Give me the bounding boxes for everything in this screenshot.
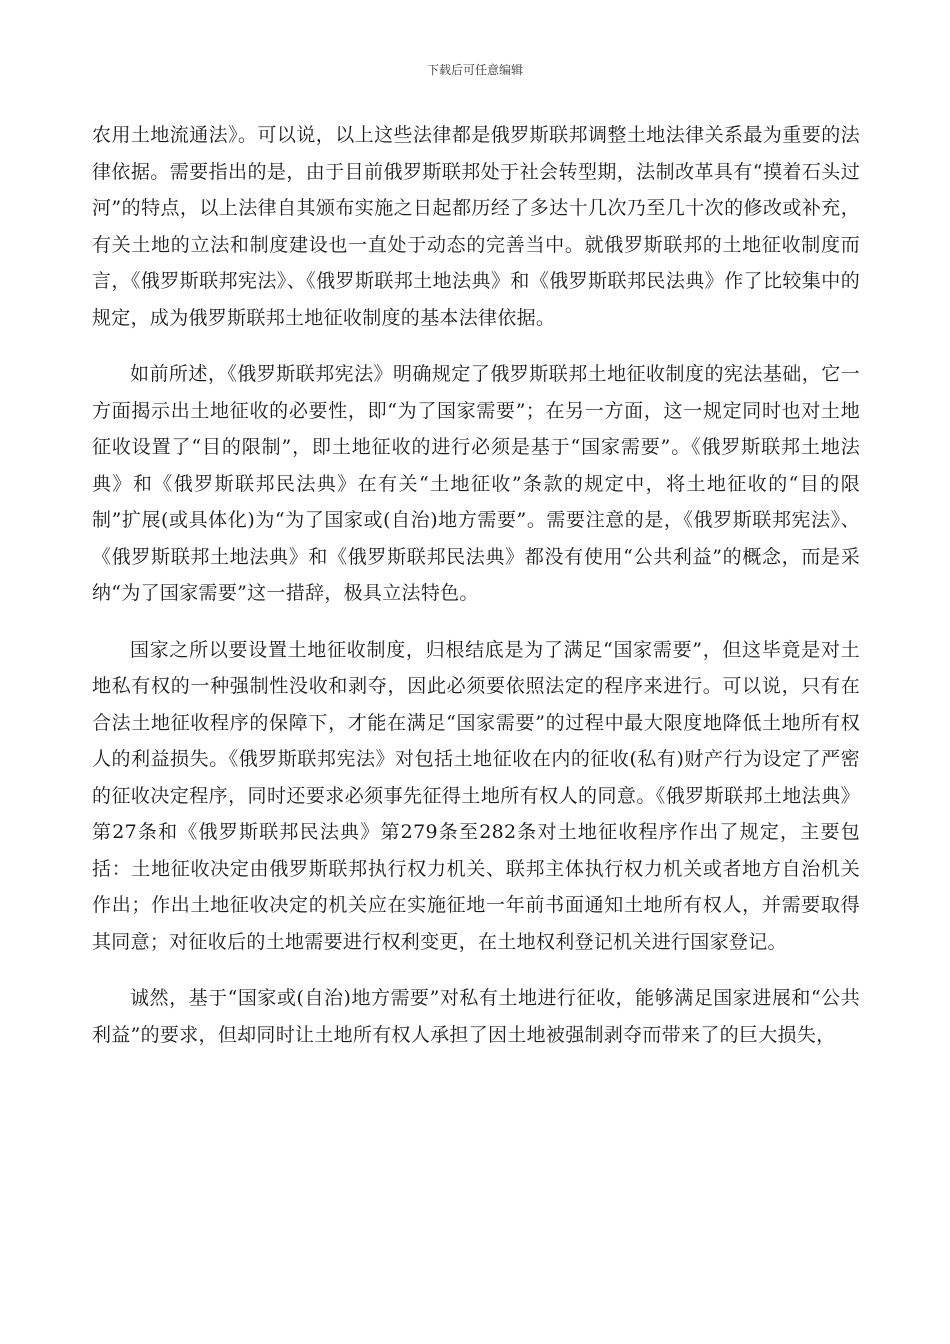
page-header: 下载后可任意编辑 xyxy=(426,63,523,77)
paragraph-4: 诚然，基于“国家或(自治)地方需要”对私有土地进行征收，能够满足国家进展和“公共利益”的要求，但却同时让土地所有权人承担了因土地被强制剥夺而带来了的巨大损失， xyxy=(92,987,860,1046)
paragraph-2: 如前所述，《俄罗斯联邦宪法》明确规定了俄罗斯联邦土地征收制度的宪法基础，它一方面揭示出土地征收的必要性，即“为了国家需要”；在另一方面，这一规定同时也对土地征收设置了“目的限制”，即土地征收的进行必须是基于“国家需要”。《俄罗斯联邦土地法典》和《俄罗斯联邦民法典》在有关“土地征收”条款的规定中，将土地征收的“目的限制”扩展(或具体化)为“为了国家或(自治)地方需要”。需要注意的是，《俄罗斯联邦宪法》、《俄罗斯联邦土地法典》和《俄罗斯联邦民法典》都没有使用“公共利益”的概念，而是采纳“为了国家需要”这一措辞，极具立法特色。 xyxy=(92,363,860,604)
document-body xyxy=(92,117,860,1073)
paragraph-1: 农用土地流通法》。可以说，以上这些法律都是俄罗斯联邦调整土地法律关系最为重要的法律依据。需要指出的是，由于目前俄罗斯联邦处于社会转型期，法制改革具有“摸着石头过河”的特点，以上法律自其颁布实施之日起都历经了多达十几次乃至几十次的修改或补充，有关土地的立法和制度建设也一直处于动态的完善当中。就俄罗斯联邦的土地征收制度而言，《俄罗斯联邦宪法》、《俄罗斯联邦土地法典》和《俄罗斯联邦民法典》作了比较集中的规定，成为俄罗斯联邦土地征收制度的基本法律依据。 xyxy=(92,124,860,329)
paragraph-3: 国家之所以要设置土地征收制度，归根结底是为了满足“国家需要”，但这毕竟是对土地私有权的一种强制性没收和剥夺，因此必须要依照法定的程序来进行。可以说，只有在合法土地征收程序的保障下，才能在满足“国家需要”的过程中最大限度地降低土地所有权人的利益损失。《俄罗斯联邦宪法》对包括土地征收在内的征收(私有)财产行为设定了严密的征收决定程序，同时还要求必须事先征得土地所有权人的同意。《俄罗斯联邦土地法典》第27条和《俄罗斯联邦民法典》第279条至282条对土地征收程序作出了规定，主要包括：土地征收决定由俄罗斯联邦执行权力机关、联邦主体执行权力机关或者地方自治机关作出；作出土地征收决定的机关应在实施征地一年前书面通知土地所有权人，并需要取得其同意；对征收后的土地需要进行权利变更，在土地权利登记机关进行国家登记。 xyxy=(92,638,860,953)
